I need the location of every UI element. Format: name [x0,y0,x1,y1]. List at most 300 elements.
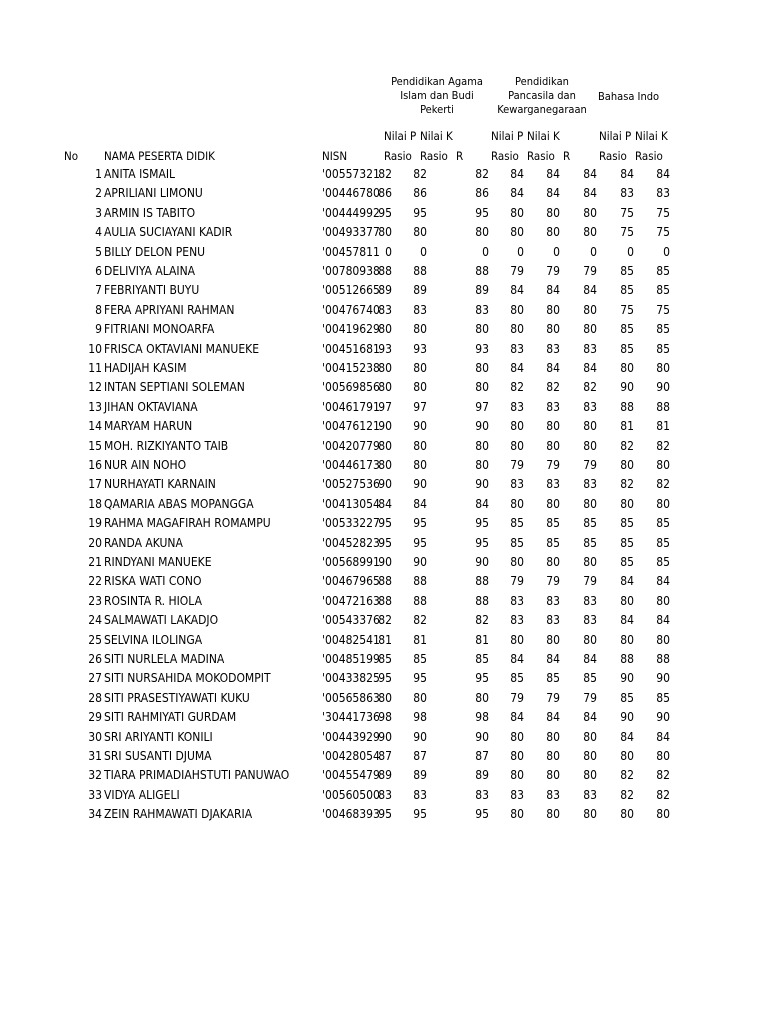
score-cell: 81 [378,632,392,647]
score-cell: 85 [583,671,597,686]
score-cell: 90 [413,419,427,434]
score-cell: 95 [475,807,489,822]
table-row [0,611,768,630]
score-cell: 80 [620,496,634,511]
row-number: 11 [88,361,102,375]
score-cell: 83 [546,477,560,492]
row-number: 27 [88,671,102,686]
student-name: SITI RAHMIYATI GURDAM [104,710,237,725]
student-nisn: '00533227 [322,516,380,531]
table-row [0,747,768,766]
subject-header-agama [380,75,494,117]
score-cell: 84 [510,186,524,201]
score-cell: 80 [656,361,670,375]
score-cell: 85 [510,671,524,686]
score-cell: 82 [620,477,634,492]
score-cell: 85 [656,516,670,531]
score-cell: 85 [656,322,670,337]
score-cell: 80 [510,807,524,822]
score-cell: 80 [378,438,392,453]
score-cell: 80 [656,593,670,608]
row-number: 29 [88,710,102,725]
row-number: 25 [88,632,102,647]
score-cell: 80 [510,729,524,744]
score-cell: 79 [510,264,524,278]
score-cell: 85 [546,671,560,686]
score-cell: 83 [583,477,597,492]
score-cell: 86 [413,186,427,201]
score-cell: 85 [656,535,670,550]
score-cell: 85 [510,535,524,550]
student-nisn: '00493377 [322,225,380,240]
score-cell: 85 [378,652,392,666]
column-header-name: NAMA PESERTA DIDIK [104,149,215,163]
score-cell: 97 [413,399,427,414]
row-number: 31 [88,749,102,763]
student-nisn: '00780938 [322,264,380,278]
score-cell: 79 [510,690,524,705]
score-cell: 0 [385,244,392,259]
row-number: 30 [88,729,102,744]
score-cell: 84 [546,283,560,298]
row-number: 17 [88,477,102,492]
score-cell: 80 [583,768,597,783]
student-nisn: '00485199 [322,652,380,666]
score-cell: 83 [510,787,524,802]
score-cell: 82 [546,380,560,395]
score-cell: 80 [413,361,427,375]
score-cell: 83 [510,341,524,356]
column-header-nisn: NISN [322,149,348,163]
score-cell: 75 [656,205,670,220]
score-cell: 88 [378,574,392,589]
score-cell: 89 [475,283,489,298]
score-cell: 82 [378,613,392,628]
score-cell: 82 [413,167,427,181]
row-number: 8 [95,302,102,317]
score-cell: 90 [656,710,670,725]
score-cell: 79 [546,690,560,705]
score-cell: 84 [546,186,560,201]
score-cell: 80 [583,632,597,647]
score-cell: 79 [510,458,524,472]
score-cell: 89 [413,283,427,298]
score-cell: 90 [475,477,489,492]
score-cell: 80 [546,555,560,569]
score-cell: 80 [413,438,427,453]
score-cell: 80 [510,438,524,453]
score-cell: 80 [510,225,524,240]
student-nisn: '00444992 [322,205,380,220]
student-name: HADIJAH KASIM [104,361,187,375]
student-name: VIDYA ALIGELI [104,787,180,802]
subheader-rasio: Rasio [491,149,519,163]
score-cell: 87 [475,749,489,763]
student-nisn: '00457811 [322,244,380,259]
student-nisn: '00451681 [322,341,380,356]
row-number: 1 [95,167,102,181]
score-cell: 0 [553,244,560,259]
score-cell: 80 [546,205,560,220]
score-cell: 84 [510,652,524,666]
score-cell: 82 [510,380,524,395]
score-cell: 0 [482,244,489,259]
score-cell: 80 [583,749,597,763]
score-cell: 80 [378,690,392,705]
score-cell: 0 [627,244,634,259]
score-cell: 95 [413,807,427,822]
score-cell: 79 [583,690,597,705]
row-number: 24 [88,613,102,628]
score-cell: 90 [475,555,489,569]
student-nisn: '00482541 [322,632,380,647]
score-cell: 82 [378,167,392,181]
score-cell: 85 [656,555,670,569]
subject-header-line: Islam dan Budi [400,89,474,102]
student-nisn: '00455479 [322,768,380,783]
score-cell: 0 [517,244,524,259]
score-cell: 80 [510,205,524,220]
score-cell: 84 [378,496,392,511]
table-row [0,708,768,727]
student-name: ANITA ISMAIL [104,167,176,181]
table-row [0,495,768,514]
score-cell: 88 [656,399,670,414]
score-cell: 95 [413,516,427,531]
student-name: MOH. RIZKIYANTO TAIB [104,438,229,453]
score-cell: 80 [475,380,489,395]
table-row [0,223,768,242]
row-number: 13 [88,399,102,414]
score-cell: 93 [475,341,489,356]
score-cell: 84 [620,574,634,589]
student-nisn: '00420779 [322,438,380,453]
score-cell: 75 [656,302,670,317]
score-cell: 80 [475,458,489,472]
score-cell: 95 [475,516,489,531]
score-cell: 80 [656,807,670,822]
student-name: FITRIANI MONOARFA [104,322,215,337]
student-nisn: '00419629 [322,322,380,337]
table-row [0,572,768,591]
table-row [0,320,768,339]
score-cell: 85 [583,535,597,550]
score-cell: 84 [583,186,597,201]
score-cell: 90 [378,555,392,569]
table-row [0,766,768,785]
student-name: TIARA PRIMADIAHSTUTI PANUWAO [104,768,290,783]
score-cell: 84 [510,710,524,725]
table-row [0,669,768,688]
score-cell: 85 [620,516,634,531]
score-cell: 90 [413,555,427,569]
student-name: RINDYANI MANUEKE [104,555,212,569]
student-nisn: '00446780 [322,186,380,201]
row-number: 33 [88,787,102,802]
score-cell: 75 [620,225,634,240]
score-cell: 85 [620,341,634,356]
subheader-r: R [563,149,571,163]
score-cell: 98 [413,710,427,725]
student-name: FRISCA OKTAVIANI MANUEKE [104,341,260,356]
subheader-nilai-k-3: Nilai K [635,129,668,143]
score-cell: 90 [378,419,392,434]
student-name: MARYAM HARUN [104,419,193,434]
score-cell: 0 [590,244,597,259]
student-name: APRILIANI LIMONU [104,186,203,201]
score-cell: 84 [546,167,560,181]
score-cell: 84 [583,710,597,725]
table-row [0,553,768,572]
table-row [0,437,768,456]
student-name: NURHAYATI KARNAIN [104,477,216,492]
score-cell: 87 [378,749,392,763]
row-number: 12 [88,380,102,395]
score-cell: 80 [656,458,670,472]
table-row [0,204,768,223]
score-cell: 82 [656,787,670,802]
table-row [0,475,768,494]
subheader-rasio: Rasio [635,149,663,163]
score-cell: 90 [620,380,634,395]
student-name: SELVINA ILOLINGA [104,632,203,647]
score-cell: 84 [656,613,670,628]
student-name: FEBRIYANTI BUYU [104,283,200,298]
score-cell: 80 [620,807,634,822]
score-cell: 83 [378,302,392,317]
subject-header-line: Pekerti [420,103,454,116]
score-cell: 81 [413,632,427,647]
table-row [0,805,768,824]
score-cell: 90 [656,380,670,395]
score-cell: 83 [656,186,670,201]
subheader-nilai-p-1: Nilai P [384,129,417,143]
table-row [0,786,768,805]
student-nisn: '00512665 [322,283,380,298]
score-cell: 84 [510,283,524,298]
score-cell: 80 [510,496,524,511]
score-cell: 90 [620,710,634,725]
score-cell: 89 [475,768,489,783]
score-cell: 80 [413,458,427,472]
row-number: 10 [88,341,102,356]
score-cell: 90 [620,671,634,686]
score-cell: 85 [656,690,670,705]
student-nisn: '00468393 [322,807,380,822]
student-name: SRI SUSANTI DJUMA [104,749,212,763]
score-cell: 88 [413,574,427,589]
score-cell: 80 [583,496,597,511]
score-cell: 83 [583,593,597,608]
subject-header-line: Pendidikan Agama [391,75,483,88]
score-cell: 80 [620,361,634,375]
row-number: 20 [88,535,102,550]
score-cell: 84 [546,361,560,375]
score-cell: 80 [378,458,392,472]
score-cell: 90 [475,729,489,744]
score-cell: 83 [583,341,597,356]
row-number: 34 [88,807,102,822]
score-cell: 83 [510,477,524,492]
score-cell: 82 [620,438,634,453]
score-cell: 85 [620,322,634,337]
score-cell: 83 [546,593,560,608]
score-cell: 84 [620,613,634,628]
subject-header-bahasa [598,90,678,104]
score-cell: 80 [510,749,524,763]
score-cell: 80 [656,496,670,511]
score-cell: 85 [656,283,670,298]
student-name: ZEIN RAHMAWATI DJAKARIA [104,807,253,822]
student-nisn: '00467965 [322,574,380,589]
student-nisn: '00557321 [322,167,380,181]
table-row [0,378,768,397]
score-cell: 80 [546,225,560,240]
score-cell: 88 [378,593,392,608]
score-cell: 88 [413,264,427,278]
score-cell: 85 [413,652,427,666]
table-row [0,592,768,611]
score-cell: 85 [475,652,489,666]
score-cell: 80 [510,555,524,569]
score-cell: 84 [413,496,427,511]
student-nisn: '00446173 [322,458,380,472]
score-cell: 84 [583,283,597,298]
table-row [0,534,768,553]
score-cell: 90 [413,729,427,744]
row-number: 18 [88,496,102,511]
table-row [0,243,768,262]
score-cell: 95 [378,807,392,822]
score-cell: 80 [510,768,524,783]
score-cell: 83 [583,399,597,414]
score-cell: 97 [475,399,489,414]
score-cell: 83 [510,593,524,608]
student-name: QAMARIA ABAS MOPANGGA [104,496,254,511]
score-cell: 81 [656,419,670,434]
score-cell: 83 [583,613,597,628]
row-number: 19 [88,516,102,531]
score-cell: 83 [510,613,524,628]
student-name: AULIA SUCIAYANI KADIR [104,225,233,240]
score-cell: 85 [620,555,634,569]
score-cell: 90 [378,729,392,744]
student-nisn: '00569856 [322,380,380,395]
score-cell: 85 [620,535,634,550]
score-cell: 80 [475,690,489,705]
score-cell: 84 [546,652,560,666]
row-number: 14 [88,419,102,434]
score-cell: 80 [583,438,597,453]
score-cell: 98 [378,710,392,725]
score-cell: 84 [583,652,597,666]
score-cell: 88 [620,399,634,414]
score-cell: 80 [546,749,560,763]
score-cell: 80 [510,322,524,337]
column-header-no: No [64,149,79,163]
student-name: FERA APRIYANI RAHMAN [104,302,235,317]
student-nisn: '00476740 [322,302,380,317]
score-cell: 88 [413,593,427,608]
student-nisn: '00476121 [322,419,380,434]
score-cell: 80 [546,632,560,647]
score-cell: 80 [583,729,597,744]
student-nisn: '00452823 [322,535,380,550]
score-cell: 80 [510,632,524,647]
row-number: 5 [95,244,102,259]
table-row [0,165,768,184]
subheader-rasio: Rasio [527,149,555,163]
score-cell: 95 [378,205,392,220]
student-nisn: '00527536 [322,477,380,492]
row-number: 3 [95,205,102,220]
row-number: 15 [88,438,102,453]
table-row [0,456,768,475]
score-cell: 84 [510,361,524,375]
score-cell: 84 [546,710,560,725]
score-cell: 84 [656,574,670,589]
score-cell: 80 [378,380,392,395]
score-cell: 79 [510,574,524,589]
score-cell: 83 [620,186,634,201]
score-cell: 98 [475,710,489,725]
score-cell: 79 [546,264,560,278]
score-cell: 80 [475,438,489,453]
score-cell: 97 [378,399,392,414]
student-nisn: '00443929 [322,729,380,744]
student-nisn: '00560500 [322,787,380,802]
score-cell: 82 [475,613,489,628]
score-cell: 90 [656,671,670,686]
score-cell: 80 [546,496,560,511]
row-number: 4 [95,225,102,240]
score-cell: 85 [510,516,524,531]
student-nisn: '00461791 [322,399,380,414]
score-cell: 84 [583,361,597,375]
score-cell: 0 [420,244,427,259]
score-cell: 85 [656,341,670,356]
score-cell: 95 [413,671,427,686]
score-cell: 80 [546,768,560,783]
row-number: 22 [88,574,102,589]
score-cell: 79 [583,458,597,472]
student-name: SITI NURLELA MADINA [104,652,225,666]
score-cell: 82 [656,438,670,453]
student-name: RANDA AKUNA [104,535,183,550]
student-name: NUR AIN NOHO [104,458,187,472]
score-cell: 80 [546,322,560,337]
score-cell: 95 [378,671,392,686]
student-nisn: '00565863 [322,690,380,705]
score-cell: 80 [583,322,597,337]
score-cell: 85 [546,535,560,550]
score-cell: 80 [583,555,597,569]
score-cell: 85 [620,283,634,298]
row-number: 32 [88,768,102,783]
score-cell: 83 [546,341,560,356]
score-cell: 79 [583,574,597,589]
score-cell: 83 [475,302,489,317]
score-cell: 82 [413,613,427,628]
score-cell: 80 [510,302,524,317]
score-cell: 0 [663,244,670,259]
student-nisn: '00413054 [322,496,380,511]
table-row [0,262,768,281]
score-cell: 83 [510,399,524,414]
score-cell: 80 [546,729,560,744]
score-cell: 83 [475,787,489,802]
score-cell: 95 [475,671,489,686]
